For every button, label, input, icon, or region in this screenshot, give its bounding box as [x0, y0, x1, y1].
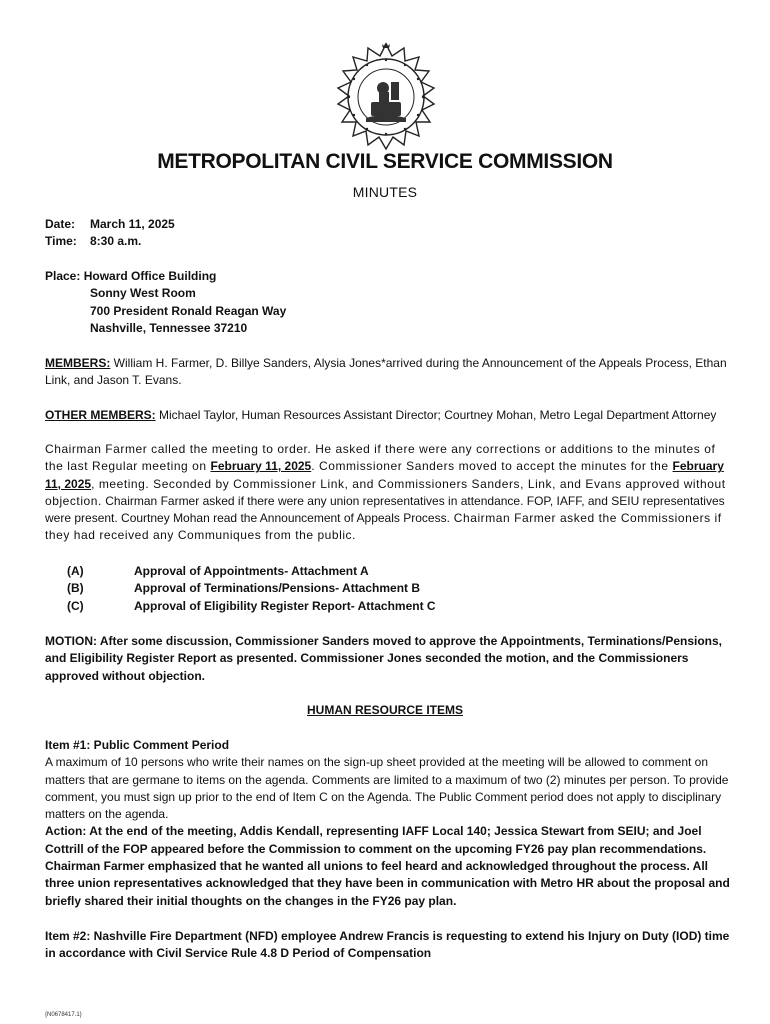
members-paragraph — [45, 355, 730, 390]
place-line-2: Sonny West Room — [90, 286, 196, 301]
list-item — [45, 598, 730, 615]
hr-items-heading: HUMAN RESOURCE ITEMS — [306, 703, 463, 717]
meeting-date: March 11, 2025 — [90, 217, 175, 231]
members-label: MEMBERS: — [45, 356, 111, 370]
prior-minutes-date-1: February 11, 2025 — [210, 459, 312, 474]
place-line-4: Nashville, Tennessee 37210 — [90, 320, 248, 335]
other-members-text: Michael Taylor, Human Resources Assistant Director; Courtney Mohan, Metro Legal Department Attorney — [155, 408, 717, 422]
date-label: Date: — [45, 217, 76, 231]
metro-seal-icon — [331, 42, 441, 152]
item-1-action: Action: At the end of the meeting, Addis Kendall, representing IAFF Local 140; Jessica Stewart from SEIU; and Joel Cottrill of the FOP appeared before the Commission to comment on the upcoming FY26 pay plan recommendations. Chairman Farmer emphasized that he wanted all unions to feel heard and acknowledged throughout the process. All three union representatives acknowledged that they have been in communication with Metro HR about the proposal and briefly shared their initial thoughts on the changes in the FY26 pay plan. — [45, 824, 730, 908]
approvals-list — [45, 563, 730, 615]
approval-text: Approval of Terminations/Pensions- Attachment B — [134, 581, 421, 596]
opening-paragraph — [45, 441, 730, 545]
list-item — [45, 580, 730, 597]
approval-text: Approval of Appointments- Attachment A — [134, 564, 369, 578]
other-members-paragraph — [45, 407, 730, 424]
item-1-body: A maximum of 10 persons who write their names on the sign-up sheet provided at the meeting will be allowed to comment on matters that are germane to items on the agenda. Comments are limited to a maximum of two (2) minutes per person. To provide comment, you must sign up prior to the end of Item C on the Agenda. The Public Comment period does not apply to disciplinary matters on the agenda. — [45, 755, 729, 822]
page-subtitle: MINUTES — [352, 184, 418, 200]
motion-paragraph: MOTION: After some discussion, Commissioner Sanders moved to approve the Appointments, Terminations/Pensions, and Eligibility Register Report as presented. Commissioner Jones seconded the motion, and the Commissioners approved without objection. — [45, 634, 723, 683]
place-label: Place: — [45, 269, 81, 283]
place-line-1: Howard Office Building — [83, 269, 217, 283]
meeting-time: 8:30 a.m. — [90, 234, 142, 249]
item-2-title: Item #2: Nashville Fire Department (NFD) employee Andrew Francis is requesting to extend his Injury on Duty (IOD) time in accordance with Civil Service Rule 4.8 D Period of Compensation — [45, 929, 730, 961]
page-title: METROPOLITAN CIVIL SERVICE COMMISSION — [157, 150, 613, 173]
prior-minutes-date-2: February 11, 2025 — [45, 459, 724, 491]
opening-text-2: . Commissioner Sanders moved to accept the minutes for the — [311, 459, 673, 474]
item-1-title: Item #1: Public Comment Period — [45, 738, 230, 752]
meeting-place — [45, 268, 730, 337]
opening-text-1: Chairman Farmer called the meeting to order. He asked if there were any corrections or additions to the minutes of the last Regular meeting on — [45, 442, 716, 474]
place-line-3: 700 President Ronald Reagan Way — [90, 303, 287, 318]
other-members-label: OTHER MEMBERS: — [45, 408, 156, 422]
meeting-info — [45, 216, 730, 251]
approval-letter: (A) — [67, 564, 84, 578]
time-label: Time: — [45, 234, 77, 249]
approval-text: Approval of Eligibility Register Report- Attachment C — [134, 598, 436, 613]
item-1-section — [45, 737, 730, 910]
members-text: William H. Farmer, D. Billye Sanders, Alysia Jones*arrived during the Announcement of the Appeals Process, Ethan Link, and Jason T. Evans. — [45, 356, 727, 388]
approval-letter: (B) — [67, 581, 84, 596]
opening-text-5: Chairman Farmer asked the Commissioners if they had received any Communiques from the public. — [45, 511, 722, 543]
document-footer-id: {N0678417.1} — [45, 1012, 82, 1018]
opening-text-3: , meeting. Seconded by Commissioner Link, and Commissioners Sanders, Link, and Evans approved without objection. — [45, 476, 726, 508]
opening-text-4: Chairman Farmer asked if there were any union representatives in attendance. FOP, IAFF, and SEIU representatives were present. Courtney Mohan read the Announcement of Appeals Process. — [45, 493, 725, 526]
list-item — [45, 563, 730, 580]
approval-letter: (C) — [67, 598, 84, 613]
